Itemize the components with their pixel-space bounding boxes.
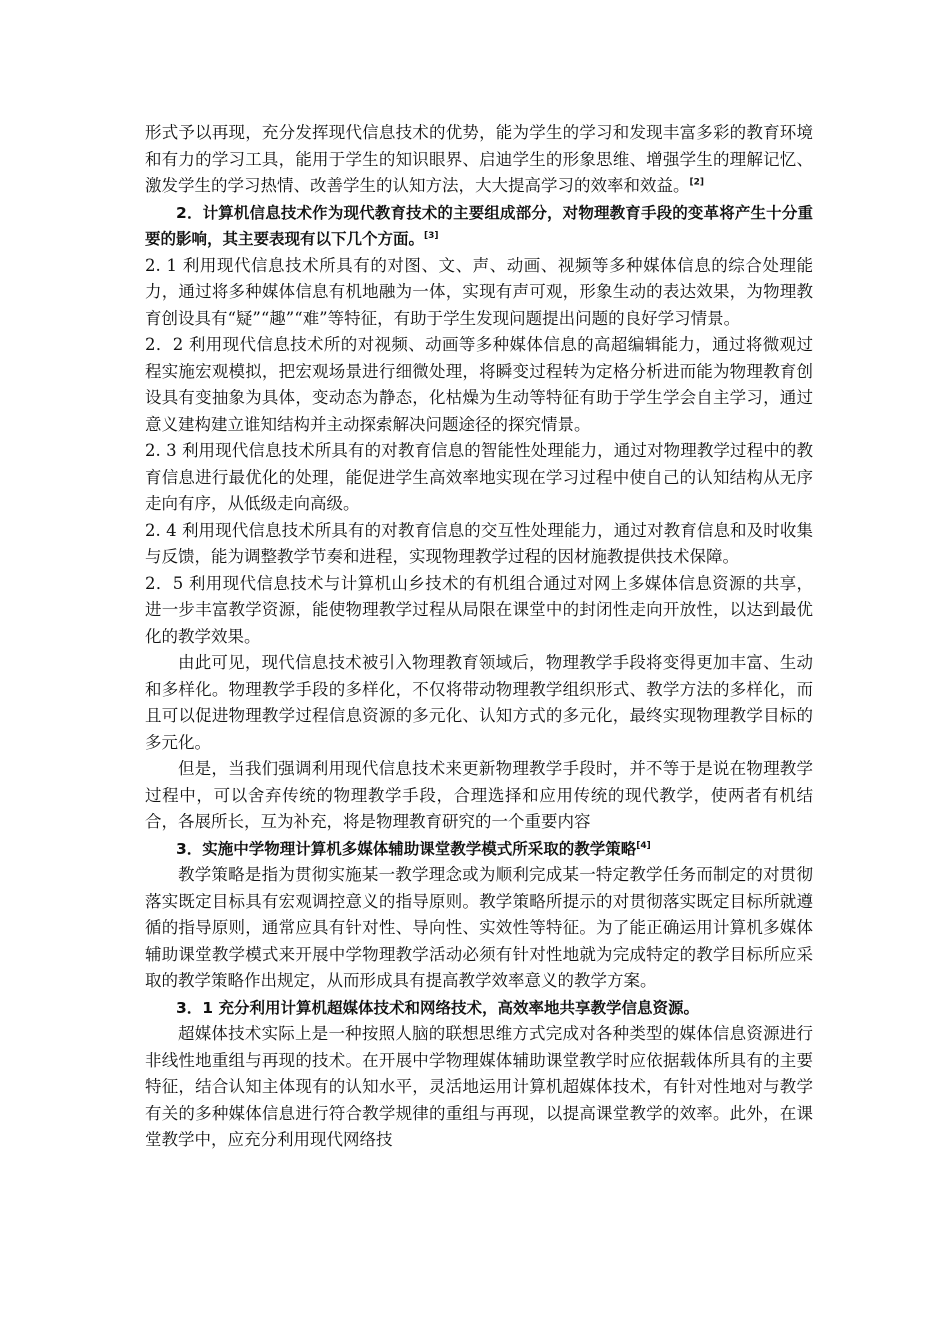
section-heading-2 <box>145 200 813 253</box>
paragraph-intro <box>145 120 813 200</box>
paragraph-strategy: 教学策略是指为贯彻实施某一教学理念或为顺利完成某一特定教学任务而制定的对贯彻落实既定目标具有宏观调控意义的指导原则。教学策略所提示的对贯彻落实既定目标所就遵循的指导原则，通常应具有针对性、导向性、实效性等特征。为了能正确运用计算机多媒体辅助课堂教学模式来开展中学物理教学活动必须有针对性地就为完成特定的教学目标所应采取的教学策略作出规定，从而形成具有提高教学效率意义的教学方案。 <box>145 865 813 990</box>
document-page <box>145 120 813 1154</box>
paragraph-text: 形式予以再现，充分发挥现代信息技术的优势，能为学生的学习和发现丰富多彩的教育环境和有力的学习工具，能用于学生的知识眼界、启迪学生的形象思维、增强学生的理解记忆、激发学生的学习热情、改善学生的认知方法，大大提高学习的效率和效益。 <box>145 123 813 195</box>
section-heading-3-1: 3．1 充分利用计算机超媒体技术和网络技术，高效率地共享教学信息资源。 <box>176 998 699 1017</box>
paragraph-2-3: 2. 3 利用现代信息技术所具有的对教育信息的智能性处理能力，通过对物理教学过程中的教育信息进行最优化的处理，能促进学生高效率地实现在学习过程中使自己的认知结构从无序走向有序，从低级走向高级。 <box>145 441 813 513</box>
paragraph-however: 但是，当我们强调利用现代信息技术来更新物理教学手段时，并不等于是说在物理教学过程中，可以舍弃传统的物理教学手段，合理选择和应用传统的现代教学，使两者有机结合，各展所长，互为补充，将是物理教育研究的一个重要内容 <box>145 759 813 831</box>
citation-ref: [2] <box>689 177 704 188</box>
paragraph-conclusion: 由此可见，现代信息技术被引入物理教育领域后，物理教学手段将变得更加丰富、生动和多样化。物理教学手段的多样化，不仅将带动物理教学组织形式、教学方法的多样化，而且可以促进物理教学过程信息资源的多元化、认知方式的多元化，最终实现物理教学目标的多元化。 <box>145 653 813 752</box>
heading-text: 3．实施中学物理计算机多媒体辅助课堂教学模式所采取的教学策略 <box>176 839 637 858</box>
paragraph-2-5: 2．5 利用现代信息技术与计算机山乡技术的有机组合通过对网上多媒体信息资源的共享，进一步丰富教学资源，能使物理教学过程从局限在课堂中的封闭性走向开放性，以达到最优化的教学效果。 <box>145 573 813 646</box>
heading-text: 2．计算机信息技术作为现代教育技术的主要组成部分，对物理教育手段的变革将产生十分重要的影响，其主要表现有以下几个方面。 <box>145 203 813 248</box>
paragraph-hypermedia: 超媒体技术实际上是一种按照人脑的联想思维方式完成对各种类型的媒体信息资源进行非线性地重组与再现的技术。在开展中学物理媒体辅助课堂教学时应依据载体所具有的主要特征，结合认知主体现有的认知水平，灵活地运用计算机超媒体技术，有针对性地对与教学有关的多种媒体信息进行符合教学规律的重组与再现，以提高课堂教学的效率。此外，在课堂教学中，应充分利用现代网络技 <box>145 1024 813 1149</box>
citation-ref: [4] <box>636 840 651 851</box>
paragraph-2-2: 2．2 利用现代信息技术所的对视频、动画等多种媒体信息的高超编辑能力，通过将微观过程实施宏观模拟，把宏观场景进行细微处理，将瞬变过程转为定格分析进而能为物理教育创设具有变抽象为具体，变动态为静态，化枯燥为生动等特征有助于学生学会自主学习，通过意义建构建立谁知结构并主动探索解决问题途径的探究情景。 <box>145 335 813 434</box>
paragraph-2-4: 2. 4 利用现代信息技术所具有的对教育信息的交互性处理能力，通过对教育信息和及时收集与反馈，能为调整教学节奏和进程，实现物理教学过程的因材施教提供技术保障。 <box>145 520 813 566</box>
section-heading-3 <box>145 836 813 863</box>
citation-ref: [3] <box>424 230 439 241</box>
paragraph-2-1: 2. 1 利用现代信息技术所具有的对图、文、声、动画、视频等多种媒体信息的综合处理能力，通过将多种媒体信息有机地融为一体，实现有声可观，形象生动的表达效果，为物理教育创设具有“疑”“趣”“难”等特征，有助于学生发现问题提出问题的良好学习情景。 <box>145 255 813 328</box>
